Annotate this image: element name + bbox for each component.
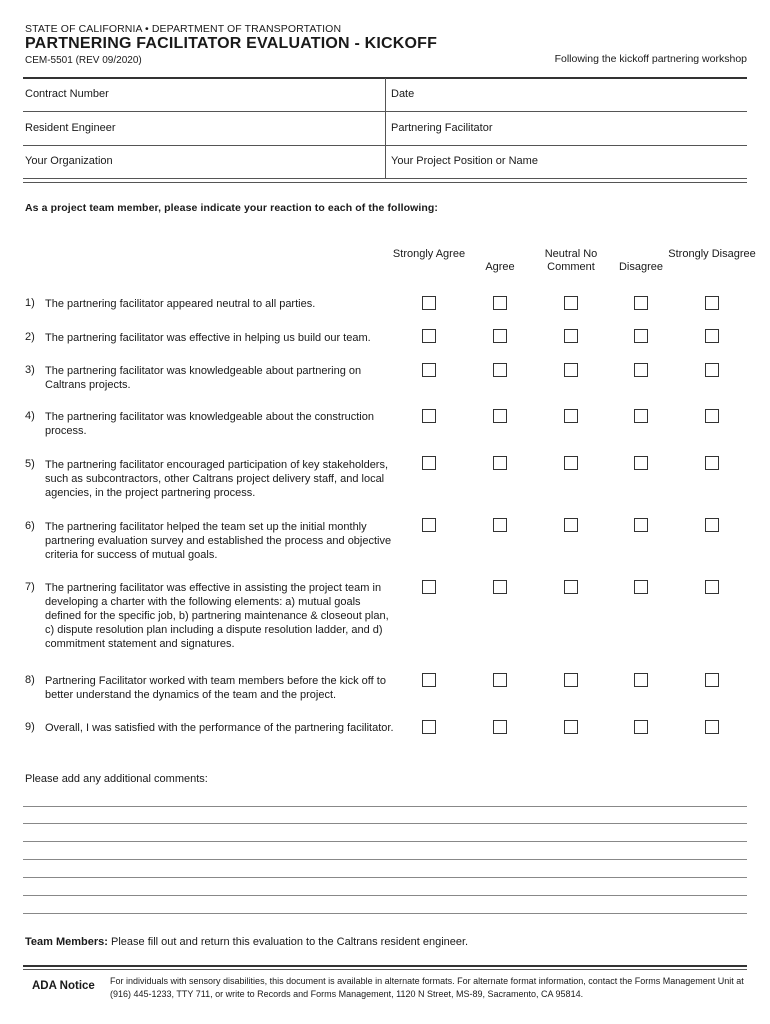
field-rule bbox=[23, 111, 747, 112]
neutral-checkbox[interactable] bbox=[564, 409, 578, 423]
strongly-disagree-checkbox[interactable] bbox=[705, 518, 719, 532]
question-number: 8) bbox=[25, 674, 35, 686]
neutral-checkbox[interactable] bbox=[564, 720, 578, 734]
project-position-field[interactable]: Your Project Position or Name bbox=[391, 155, 538, 167]
ada-rule bbox=[23, 969, 747, 970]
strongly-agree-checkbox[interactable] bbox=[422, 329, 436, 343]
field-divider bbox=[385, 78, 386, 179]
team-members-text: Please fill out and return this evaluation to the Caltrans resident engineer. bbox=[111, 936, 469, 948]
strongly-disagree-checkbox[interactable] bbox=[705, 580, 719, 594]
field-rule bbox=[23, 178, 747, 179]
field-rule bbox=[23, 145, 747, 146]
comment-line[interactable] bbox=[23, 895, 747, 896]
agree-checkbox[interactable] bbox=[493, 580, 507, 594]
disagree-checkbox[interactable] bbox=[634, 296, 648, 310]
neutral-checkbox[interactable] bbox=[564, 518, 578, 532]
strongly-agree-checkbox[interactable] bbox=[422, 456, 436, 470]
col-strongly-agree: Strongly Agree bbox=[392, 248, 466, 260]
agree-checkbox[interactable] bbox=[493, 363, 507, 377]
strongly-disagree-checkbox[interactable] bbox=[705, 673, 719, 687]
question-text: The partnering facilitator was effective in assisting the project team in developing a charter with the following elements: a) mutual goals defined for the specific job, b) partnering maintenance & closeout plan, c) dispute resolution plan including a dispute resolution ladder, and d) commitment statement and signatures. bbox=[45, 582, 389, 650]
comment-line[interactable] bbox=[23, 913, 747, 914]
comments-label: Please add any additional comments: bbox=[25, 773, 208, 785]
strongly-disagree-checkbox[interactable] bbox=[705, 720, 719, 734]
question-text: The partnering facilitator encouraged participation of key stakeholders, such as subcontractors, other Caltrans project delivery staff, and local agencies, in the project partnering process. bbox=[45, 459, 389, 499]
field-rule bbox=[23, 182, 747, 183]
partnering-facilitator-field[interactable]: Partnering Facilitator bbox=[391, 122, 493, 134]
comment-line[interactable] bbox=[23, 806, 747, 807]
organization-field[interactable]: Your Organization bbox=[25, 155, 113, 167]
question-text: The partnering facilitator was knowledgeable about the construction process. bbox=[45, 411, 374, 437]
disagree-checkbox[interactable] bbox=[634, 580, 648, 594]
col-disagree: Disagree bbox=[618, 261, 664, 273]
neutral-checkbox[interactable] bbox=[564, 673, 578, 687]
question-text: The partnering facilitator was knowledgeable about partnering on Caltrans projects. bbox=[45, 365, 362, 391]
form-title: PARTNERING FACILITATOR EVALUATION - KICKOFF bbox=[25, 35, 438, 52]
form-subtitle: Following the kickoff partnering workshop bbox=[554, 53, 747, 65]
disagree-checkbox[interactable] bbox=[634, 673, 648, 687]
strongly-disagree-checkbox[interactable] bbox=[705, 363, 719, 377]
contract-number-field[interactable]: Contract Number bbox=[25, 88, 109, 100]
col-strongly-disagree: Strongly Disagree bbox=[668, 248, 756, 260]
question-number: 4) bbox=[25, 410, 35, 422]
strongly-agree-checkbox[interactable] bbox=[422, 720, 436, 734]
question-text: Partnering Facilitator worked with team members before the kick off to better understand the dynamics of the team and the project. bbox=[45, 675, 386, 701]
strongly-disagree-checkbox[interactable] bbox=[705, 296, 719, 310]
question-number: 6) bbox=[25, 520, 35, 532]
question-number: 2) bbox=[25, 331, 35, 343]
team-members-label: Team Members: bbox=[25, 936, 108, 948]
disagree-checkbox[interactable] bbox=[634, 409, 648, 423]
question-number: 5) bbox=[25, 458, 35, 470]
question-text: The partnering facilitator was effective in helping us build our team. bbox=[45, 332, 371, 344]
strongly-agree-checkbox[interactable] bbox=[422, 673, 436, 687]
question-text: Overall, I was satisfied with the performance of the partnering facilitator. bbox=[45, 722, 394, 734]
question-number: 7) bbox=[25, 581, 35, 593]
comment-line[interactable] bbox=[23, 841, 747, 842]
disagree-checkbox[interactable] bbox=[634, 720, 648, 734]
comment-line[interactable] bbox=[23, 877, 747, 878]
comment-line[interactable] bbox=[23, 823, 747, 824]
neutral-checkbox[interactable] bbox=[564, 363, 578, 377]
resident-engineer-field[interactable]: Resident Engineer bbox=[25, 122, 116, 134]
disagree-checkbox[interactable] bbox=[634, 329, 648, 343]
instructions: As a project team member, please indicate your reaction to each of the following: bbox=[25, 202, 439, 214]
strongly-agree-checkbox[interactable] bbox=[422, 363, 436, 377]
question-number: 3) bbox=[25, 364, 35, 376]
strongly-agree-checkbox[interactable] bbox=[422, 409, 436, 423]
strongly-disagree-checkbox[interactable] bbox=[705, 409, 719, 423]
date-field[interactable]: Date bbox=[391, 88, 415, 100]
form-number: CEM-5501 (REV 09/2020) bbox=[25, 55, 142, 66]
ada-rule bbox=[23, 965, 747, 967]
question-text: The partnering facilitator helped the team set up the initial monthly partnering evaluation survey and established the process and objective criteria for success of mutual goals. bbox=[45, 521, 392, 561]
disagree-checkbox[interactable] bbox=[634, 456, 648, 470]
agree-checkbox[interactable] bbox=[493, 673, 507, 687]
neutral-checkbox[interactable] bbox=[564, 580, 578, 594]
agree-checkbox[interactable] bbox=[493, 409, 507, 423]
col-neutral: Neutral No Comment bbox=[544, 248, 598, 273]
agree-checkbox[interactable] bbox=[493, 518, 507, 532]
agree-checkbox[interactable] bbox=[493, 296, 507, 310]
strongly-agree-checkbox[interactable] bbox=[422, 580, 436, 594]
ada-notice-label: ADA Notice bbox=[32, 980, 95, 992]
disagree-checkbox[interactable] bbox=[634, 518, 648, 532]
agree-checkbox[interactable] bbox=[493, 720, 507, 734]
col-agree: Agree bbox=[485, 261, 515, 273]
neutral-checkbox[interactable] bbox=[564, 456, 578, 470]
disagree-checkbox[interactable] bbox=[634, 363, 648, 377]
comment-line[interactable] bbox=[23, 859, 747, 860]
team-members-note bbox=[25, 936, 468, 948]
question-text: The partnering facilitator appeared neutral to all parties. bbox=[45, 298, 316, 310]
neutral-checkbox[interactable] bbox=[564, 296, 578, 310]
neutral-checkbox[interactable] bbox=[564, 329, 578, 343]
agree-checkbox[interactable] bbox=[493, 329, 507, 343]
strongly-agree-checkbox[interactable] bbox=[422, 296, 436, 310]
agency-line: STATE OF CALIFORNIA • DEPARTMENT OF TRANSPORTATION bbox=[25, 23, 342, 35]
strongly-disagree-checkbox[interactable] bbox=[705, 329, 719, 343]
agree-checkbox[interactable] bbox=[493, 456, 507, 470]
question-number: 9) bbox=[25, 721, 35, 733]
ada-notice-text: For individuals with sensory disabilities, this document is available in alternate formats. For alternate format information, contact the Forms Management Unit at (916) 445-1233, TTY 711, or write to Records and Forms Management, 1120 N Street, MS-89, Sacramento, CA 95814. bbox=[110, 976, 744, 999]
question-number: 1) bbox=[25, 297, 35, 309]
strongly-disagree-checkbox[interactable] bbox=[705, 456, 719, 470]
strongly-agree-checkbox[interactable] bbox=[422, 518, 436, 532]
